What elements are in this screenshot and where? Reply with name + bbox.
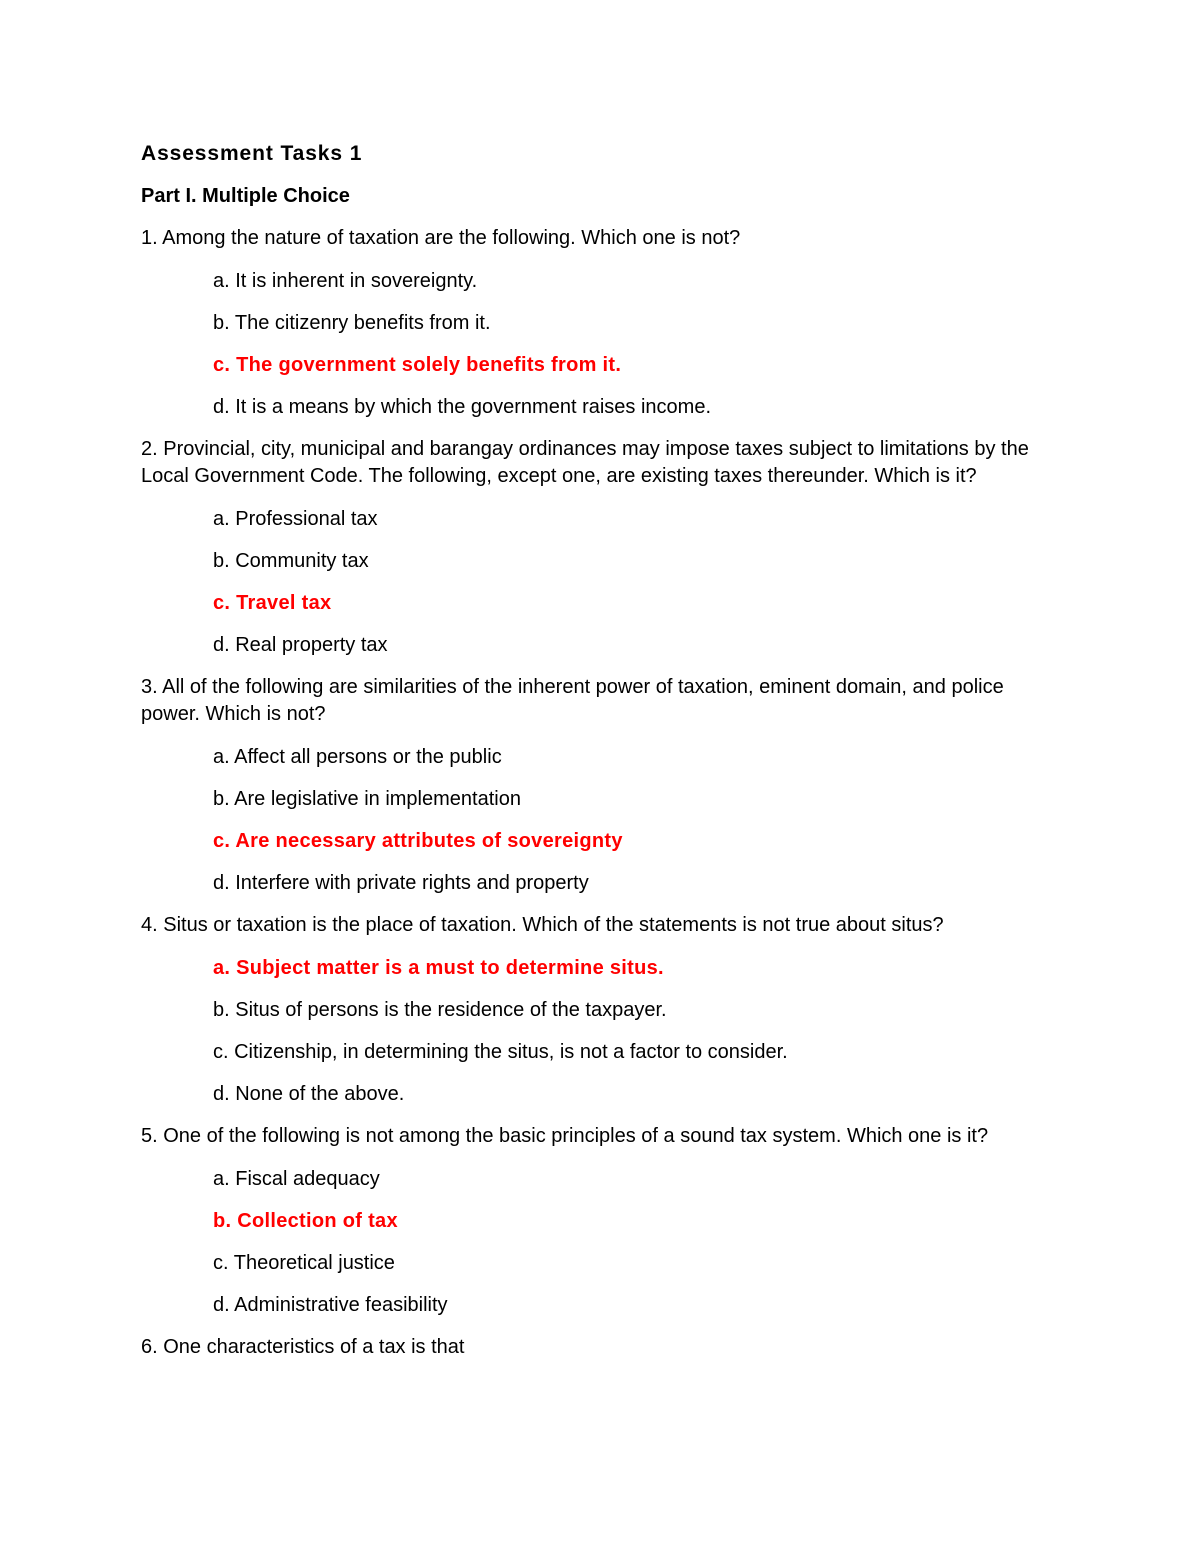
- option-b: b. Community tax: [213, 550, 369, 572]
- question-block-2: [141, 436, 1061, 658]
- question-block-4: [141, 912, 1061, 1107]
- question-block-6: [141, 1334, 1061, 1361]
- option-b: b. Situs of persons is the residence of the taxpayer.: [213, 999, 667, 1021]
- option-b: b. The citizenry benefits from it.: [213, 312, 491, 334]
- correct-answer-option-c: c. The government solely benefits from it.: [213, 354, 622, 376]
- part-heading: Part I. Multiple Choice: [141, 185, 350, 207]
- correct-answer-option-b: b. Collection of tax: [213, 1210, 398, 1232]
- question-block-5: [141, 1123, 1061, 1318]
- option-a: a. Professional tax: [213, 508, 378, 530]
- question-text: 6. One characteristics of a tax is that: [141, 1336, 465, 1358]
- question-text: 2. Provincial, city, municipal and barangay ordinances may impose taxes subject to limitations by the Local Government Code. The following, except one, are existing taxes thereunder. Which is it?: [141, 438, 1029, 487]
- option-a: a. It is inherent in sovereignty.: [213, 270, 478, 292]
- option-d: d. None of the above.: [213, 1083, 405, 1105]
- option-d: d. Administrative feasibility: [213, 1294, 448, 1316]
- question-text: 1. Among the nature of taxation are the following. Which one is not?: [141, 227, 741, 249]
- option-b: b. Are legislative in implementation: [213, 788, 521, 810]
- question-text: 3. All of the following are similarities of the inherent power of taxation, eminent domain, and police power. Which is not?: [141, 676, 1004, 725]
- option-a: a. Fiscal adequacy: [213, 1168, 380, 1190]
- option-c: c. Citizenship, in determining the situs, is not a factor to consider.: [213, 1041, 788, 1063]
- option-c: c. Theoretical justice: [213, 1252, 395, 1274]
- correct-answer-option-a: a. Subject matter is a must to determine situs.: [213, 957, 664, 979]
- question-block-1: [141, 225, 1061, 420]
- option-a: a. Affect all persons or the public: [213, 746, 502, 768]
- document-page: [141, 141, 1061, 1377]
- option-d: d. Real property tax: [213, 634, 388, 656]
- option-d: d. Interfere with private rights and property: [213, 872, 589, 894]
- document-title: Assessment Tasks 1: [141, 142, 363, 165]
- option-d: d. It is a means by which the government raises income.: [213, 396, 712, 418]
- question-block-3: [141, 674, 1061, 896]
- correct-answer-option-c: c. Travel tax: [213, 592, 332, 614]
- question-text: 4. Situs or taxation is the place of taxation. Which of the statements is not true about situs?: [141, 914, 944, 936]
- question-text: 5. One of the following is not among the basic principles of a sound tax system. Which one is it?: [141, 1125, 989, 1147]
- correct-answer-option-c: c. Are necessary attributes of sovereignty: [213, 830, 623, 852]
